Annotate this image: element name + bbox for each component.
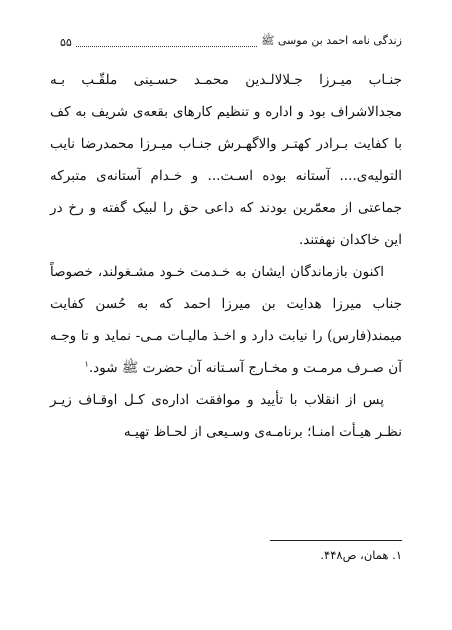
- paragraph-3: پس از انقلاب با تأیید و موافقت اداره‌ی کـل اوقـاف زیـر نظـر هیـأت امنـا؛ برنامـه‌ی وسـیعی از لحـاظ تهیـه: [50, 392, 402, 440]
- page-number: ۵۵: [60, 35, 72, 49]
- running-header: [60, 32, 402, 52]
- main-text: [50, 64, 402, 448]
- paragraph-1: جنـاب میـرزا جـلالالـدین محمـد حسـینی ملقّـب بـه مجدالاشراف بود و اداره و تنظیم کارهای بقعه‌ی شریف به کف با کفایت بـرادر کهتـر والاگهـرش جنـاب میـرزا محمدرضا نایب التولیه‌ی.... آستانه بوده اسـت... و خـدام آستانه‌ی متبرکه جماعتی از معمّرین بودند که داعی حق را لبیک گفته و رخ در این خاکدان نهفتند.: [50, 72, 402, 248]
- header-title: زندگی نامه احمد بن موسی ﷺ: [261, 34, 402, 47]
- footnote-marker: ۱: [84, 359, 89, 369]
- header-dotted-leader: [76, 38, 257, 47]
- footnote-divider: [270, 540, 402, 541]
- footnote: ۱. همان، ص۴۴۸.: [320, 548, 402, 562]
- paragraph-2: [50, 256, 402, 384]
- paragraph-2-text: اکنون بازماندگان ایشان به خـدمت خـود مشـغولند، خصوصاً جناب میرزا هدایت بن میرزا احمد که به حُسن کفایت میمند(فارس) را نیابت دارد و اخـذ مالیـات مـی- نماید و تا وجـه آن صـرف مرمـت و مخـارج آسـتانه آن حضرت ﷺ شود.: [50, 264, 402, 376]
